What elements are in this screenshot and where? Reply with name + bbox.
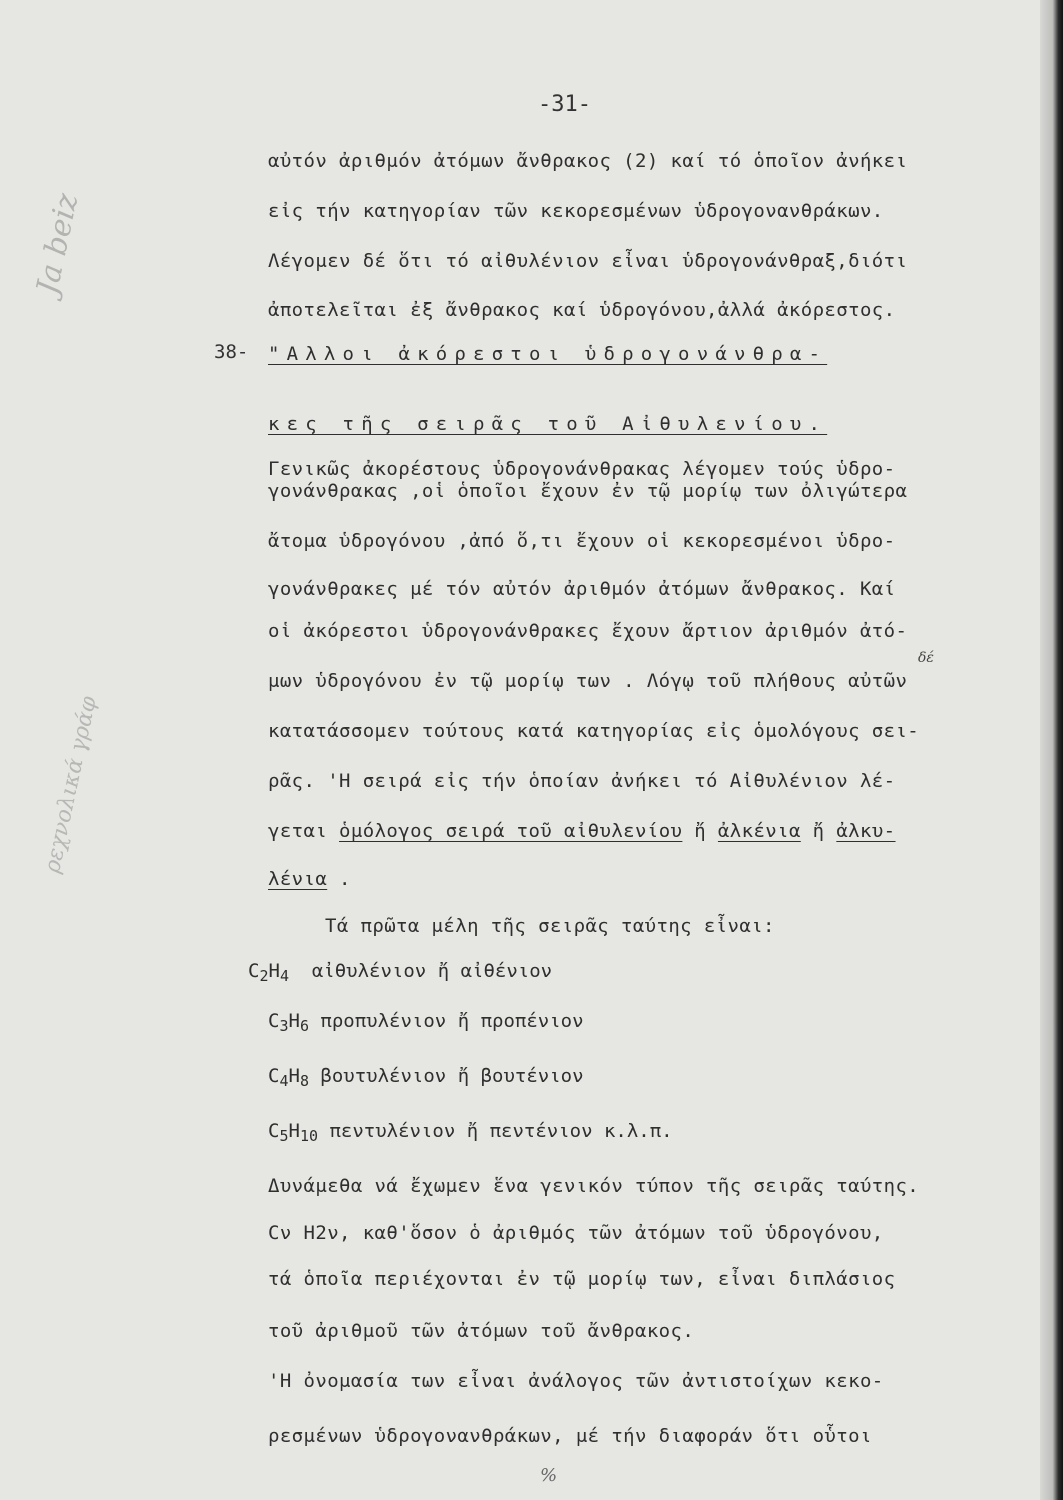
- formula-hydrogen-count: 8: [299, 1072, 309, 1090]
- formula-carbon: C: [248, 960, 260, 982]
- formula-carbon-count: 3: [279, 1017, 289, 1035]
- tail-line-3: τά ὁποῖα περιέχονται ἐν τῷ μορίῳ των, εἶναι διπλάσιος: [268, 1268, 896, 1290]
- section-number: 38-: [214, 341, 249, 363]
- tail-line-4: τοῦ ἀριθμοῦ τῶν ἀτόμων τοῦ ἄνθρακος.: [268, 1320, 695, 1342]
- body-line-2: γονάνθρακας ,οἱ ὁποῖοι ἔχουν ἐν τῷ μορίῳ των ὀλιγώτερα: [268, 480, 908, 502]
- member-name: προπυλένιον ἤ προπένιον: [320, 1010, 584, 1032]
- body-line-6: μων ὑδρογόνου ἐν τῷ μορίῳ των . Λόγῳ τοῦ πλήθους αὐτῶν: [268, 670, 908, 692]
- series-term-alkylenes-a: ἀλκυ-: [836, 820, 896, 842]
- formula-hydrogen: H: [288, 1010, 300, 1032]
- formula-carbon-count: 2: [259, 967, 269, 985]
- text-line-3: Λέγομεν δέ ὅτι τό αἰθυλένιον εἶναι ὑδρογονάνθραξ,διότι: [268, 250, 908, 272]
- conjunction-1: ἤ: [682, 820, 718, 842]
- tail-line-5: 'Η ὀνομασία των εἶναι ἀνάλογος τῶν ἀντιστοίχων κεκο-: [268, 1370, 884, 1392]
- text-line-4: ἀποτελεῖται ἐξ ἄνθρακος καί ὑδρογόνου,ἀλλά ἀκόρεστος.: [268, 299, 896, 321]
- member-row: [268, 1120, 673, 1145]
- formula-hydrogen: H: [268, 960, 280, 982]
- tail-line-2: Cν Η2ν, καθ'ὅσον ὁ ἀριθμός τῶν ἀτόμων τοῦ ὑδρογόνου,: [268, 1222, 884, 1244]
- member-name: πεντυλένιον ἤ πεντένιον κ.λ.π.: [329, 1120, 673, 1142]
- body-line-4: γονάνθρακες μέ τόν αὐτόν ἀριθμόν ἀτόμων ἄνθρακος. Καί: [268, 578, 896, 600]
- formula-carbon: C: [268, 1120, 280, 1142]
- body-line-7: κατατάσσομεν τούτους κατά κατηγορίας εἰς ὁμολόγους σει-: [268, 720, 920, 742]
- formula-carbon: C: [268, 1065, 280, 1087]
- text-line-1: αὐτόν ἀριθμόν ἀτόμων ἄνθρακος (2) καί τό ὁποῖον ἀνήκει: [268, 150, 908, 172]
- margin-handwritten-note-1: Ja beiz: [30, 190, 86, 298]
- body-line-5: οἱ ἀκόρεστοι ὑδρογονάνθρακες ἔχουν ἄρτιον ἀριθμόν ἀτό-: [268, 620, 908, 642]
- member-row: [268, 1010, 584, 1035]
- series-term-alkenes: ἀλκένια: [717, 820, 801, 842]
- tail-line-1: Δυνάμεθα νά ἔχωμεν ἕνα γενικόν τύπον τῆς σειρᾶς ταύτης.: [268, 1175, 920, 1197]
- series-term-homologous: ὁμόλογος σειρά τοῦ αἰθυλενίου: [339, 820, 683, 842]
- member-row: [268, 1065, 584, 1090]
- series-name-line: [268, 820, 896, 842]
- series-name-line-2: [268, 868, 351, 890]
- formula-hydrogen-count: 4: [279, 967, 289, 985]
- series-term-alkylenes-b: λένια: [268, 868, 328, 890]
- section-heading-line-1: "Αλλοι ἀκόρεστοι ὑδρογονάνθρα-: [268, 343, 828, 365]
- tail-line-6: ρεσμένων ὑδρογονανθράκων, μέ τήν διαφοράν ὅτι οὗτοι: [268, 1425, 872, 1447]
- bottom-pencil-mark: %: [540, 1465, 558, 1486]
- body-line-1: Γενικῶς ἀκορέστους ὑδρογονάνθρακας λέγομεν τούς ὑδρο-: [268, 458, 896, 480]
- body-line-3: ἄτομα ὑδρογόνου ,ἀπό ὅ,τι ἔχουν οἱ κεκορεσμένοι ὑδρο-: [268, 530, 896, 552]
- body-line-8: ρᾶς. 'Η σειρά εἰς τήν ὁποίαν ἀνήκει τό Αἰθυλένιον λέ-: [268, 770, 896, 792]
- text-line-2: εἰς τήν κατηγορίαν τῶν κεκορεσμένων ὑδρογονανθράκων.: [268, 200, 884, 222]
- member-name: βουτυλένιον ἤ βουτένιον: [320, 1065, 584, 1087]
- conjunction-2: ἤ: [800, 820, 837, 842]
- section-heading-line-2: κες τῆς σειρᾶς τοῦ Αἰθυλενίου.: [268, 413, 828, 435]
- formula-hydrogen-count: 10: [299, 1127, 318, 1145]
- page-number: -31-: [538, 92, 591, 117]
- handwritten-insert: δέ: [918, 650, 934, 666]
- formula-carbon-count: 4: [279, 1072, 289, 1090]
- members-intro: Τά πρῶτα μέλη τῆς σειρᾶς ταύτης εἶναι:: [325, 915, 775, 937]
- series-period: .: [327, 868, 351, 890]
- formula-carbon-count: 5: [279, 1127, 289, 1145]
- formula-hydrogen: H: [288, 1065, 300, 1087]
- formula-carbon: C: [268, 1010, 280, 1032]
- formula-hydrogen-count: 6: [299, 1017, 309, 1035]
- margin-handwritten-note-2: ρεχνολικά γράφ: [40, 694, 102, 876]
- page-edge-shadow: [1040, 0, 1063, 1500]
- member-row: [248, 960, 553, 985]
- member-name: αἰθυλένιον ἤ αἰθένιον: [311, 960, 553, 982]
- series-name-prefix: γεται: [268, 820, 340, 842]
- formula-hydrogen: H: [288, 1120, 300, 1142]
